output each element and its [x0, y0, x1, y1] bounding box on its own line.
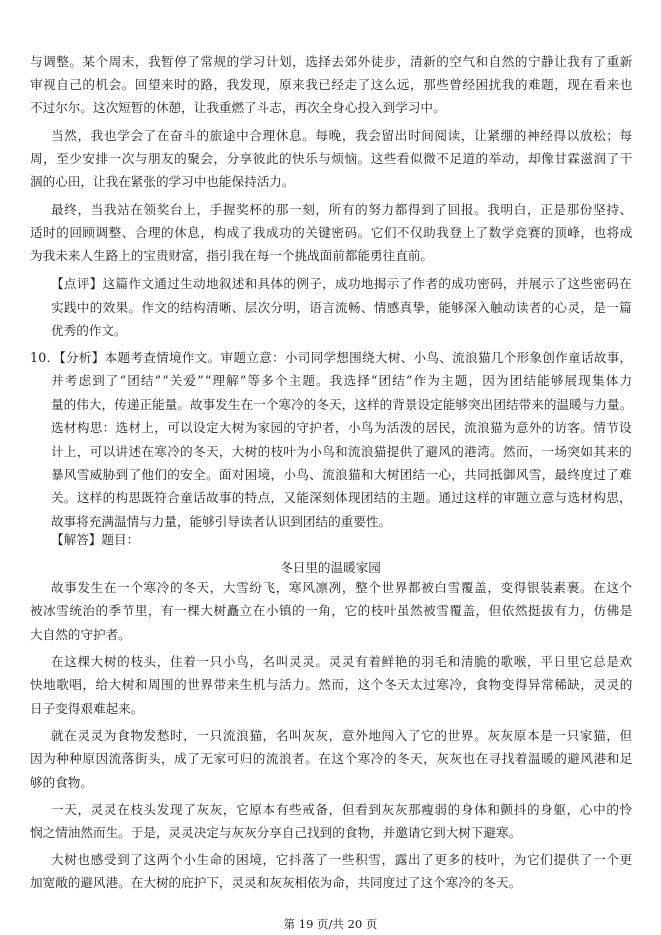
paragraph-line: 当然，我也学会了在奋斗的旅途中合理休息。每晚，我会留出时间阅读，让紧绷的神经得以放松；每 [51, 128, 633, 143]
paragraph-line: 够的食物。 [30, 774, 93, 790]
paragraph-line: 【点评】这篇作文通过生动地叙述和具体的例子，成功地揭示了作者的成功密码，并展示了这些密码在 [51, 276, 633, 291]
paragraph-line: 大自然的守护者。 [30, 626, 131, 642]
story-title: 冬日里的温暖家园 [280, 560, 381, 575]
paragraph-line: 选材构思：选材上，可以设定大树为家园的守护者，小鸟为活泼的居民，流浪猫为意外的访客。情节设 [51, 420, 633, 436]
paragraph-line: 并考虑到了“团结”“关爱”“理解”等多个主题。我选择“团结”作为主题，因为团结能够展现集体力 [51, 373, 634, 389]
paragraph-line: 大树也感受到了这两个小生命的困境，它抖落了一些积雪，露出了更多的枝叶，为它们提供了一个更 [51, 852, 633, 867]
paragraph-line: 适时的回顾调整、合理的休息，构成了我成功的关键密码。它们不仅助我登上了数学竞赛的顶峰，也将成 [30, 225, 633, 241]
paragraph-line: 一天，灵灵在枝头发现了灰灰，它原本有些戒备，但看到灰灰那瘦弱的身体和颤抖的身躯，心中的怜 [51, 802, 633, 817]
paragraph-line: 快地歌唱，给大树和周围的世界带来生机与活力。然而，这个冬天太过寒冷，食物变得异常稀缺，灵灵的 [30, 677, 633, 693]
paragraph-line: 周，至少安排一次与朋友的聚会，分享彼此的快乐与烦恼。这些看似微不足道的举动，却像甘霖滋润了干 [30, 151, 633, 167]
paragraph-line: 日子变得艰难起来。 [30, 700, 144, 716]
paragraph-line: 在这棵大树的枝头，住着一只小鸟，名叫灵灵。灵灵有着鲜艳的羽毛和清脆的歌喉，平日里它总是欢 [51, 654, 633, 669]
paragraph-line: 审视自己的机会。回望来时的路，我发现，原来我已经走了这么远，那些曾经困扰我的难题，现在看来也 [30, 77, 633, 93]
page-footer: 第 19 页/共 20 页 [283, 917, 378, 931]
paragraph-line: 故事将充满温情与力量，能够引导读者认识到团结的重要性。 [51, 513, 392, 529]
paragraph-line: 与调整。某个周末，我暂停了常规的学习计划，选择去郊外徒步，清新的空气和自然的宁静让我有了重新 [30, 54, 633, 69]
paragraph-line: 就在灵灵为食物发愁时，一只流浪猫，名叫灰灰，意外地闯入了它的世界。灰灰原本是一只家猫，但 [51, 728, 633, 743]
paragraph-line: 故事发生在一个寒冷的冬天，大雪纷飞，寒风凛冽，整个世界都被白雪覆盖，变得银装素裹。在这个 [51, 580, 633, 595]
paragraph-line: 关。这样的构思既符合童话故事的特点，又能深刻体现团结的主题。通过这样的审题立意与选材构思， [51, 490, 633, 506]
paragraph-line: 悯之情油然而生。于是，灵灵决定与灰灰分享自己找到的食物，并邀请它到大树下避寒。 [30, 825, 522, 841]
paragraph-line: 优秀的作文。 [51, 323, 127, 338]
paragraph-line: 实践中的效果。作文的结构清晰、层次分明，语言流畅、情感真挚，能够深入触动读者的心灵，是一篇 [51, 299, 633, 315]
paragraph-line: 量的伟大，传递正能量。故事发生在一个寒冷的冬天，这样的背景设定能够突出团结带来的温暖与力量。 [51, 396, 633, 412]
paragraph-line: 不过尔尔。这次短暂的休憩，让我重燃了斗志，再次全身心投入到学习中。 [30, 100, 446, 116]
paragraph-line: 为我未来人生路上的宝贵财富，指引我在每一个挑战面前都能勇往直前。 [30, 248, 433, 264]
paragraph-line: 10．【分析】本题考查情境作文。审题立意：小司同学想围绕大树、小鸟、流浪猫几个形象创作童话故事， [30, 350, 633, 365]
paragraph-line: 涸的心田，让我在紧张的学习中也能保持活力。 [30, 174, 295, 190]
paragraph-line: 最终，当我站在领奖台上，手握奖杯的那一刻，所有的努力都得到了回报。我明白，正是那份坚持、 [51, 202, 633, 217]
paragraph-line: 计上，可以讲述在寒冷的冬天，大树的枝叶为小鸟和流浪猫提供了避风的港湾。然而，一场突如其来的 [51, 443, 633, 459]
paragraph-line: 因为种种原因流落街头，成了无家可归的流浪者。在这个寒冷的冬天，灰灰也在寻找着温暖的避风港和足 [30, 751, 633, 767]
paragraph-line: 加宽敞的避风港。在大树的庇护下，灵灵和灰灰相依为命，共同度过了这个寒冷的冬天。 [30, 875, 522, 891]
paragraph-line: 被冰雪统治的季节里，有一棵大树矗立在小镇的一角，它的枝叶虽然被雪覆盖，但依然挺拔有力，仿佛是 [30, 603, 633, 619]
paragraph-line: 暴风雪威胁到了他们的安全。面对困境，小鸟、流浪猫和大树团结一心，共同抵御风雪，最终度过了难 [51, 467, 633, 482]
paragraph-line: 【解答】题目： [51, 532, 140, 547]
